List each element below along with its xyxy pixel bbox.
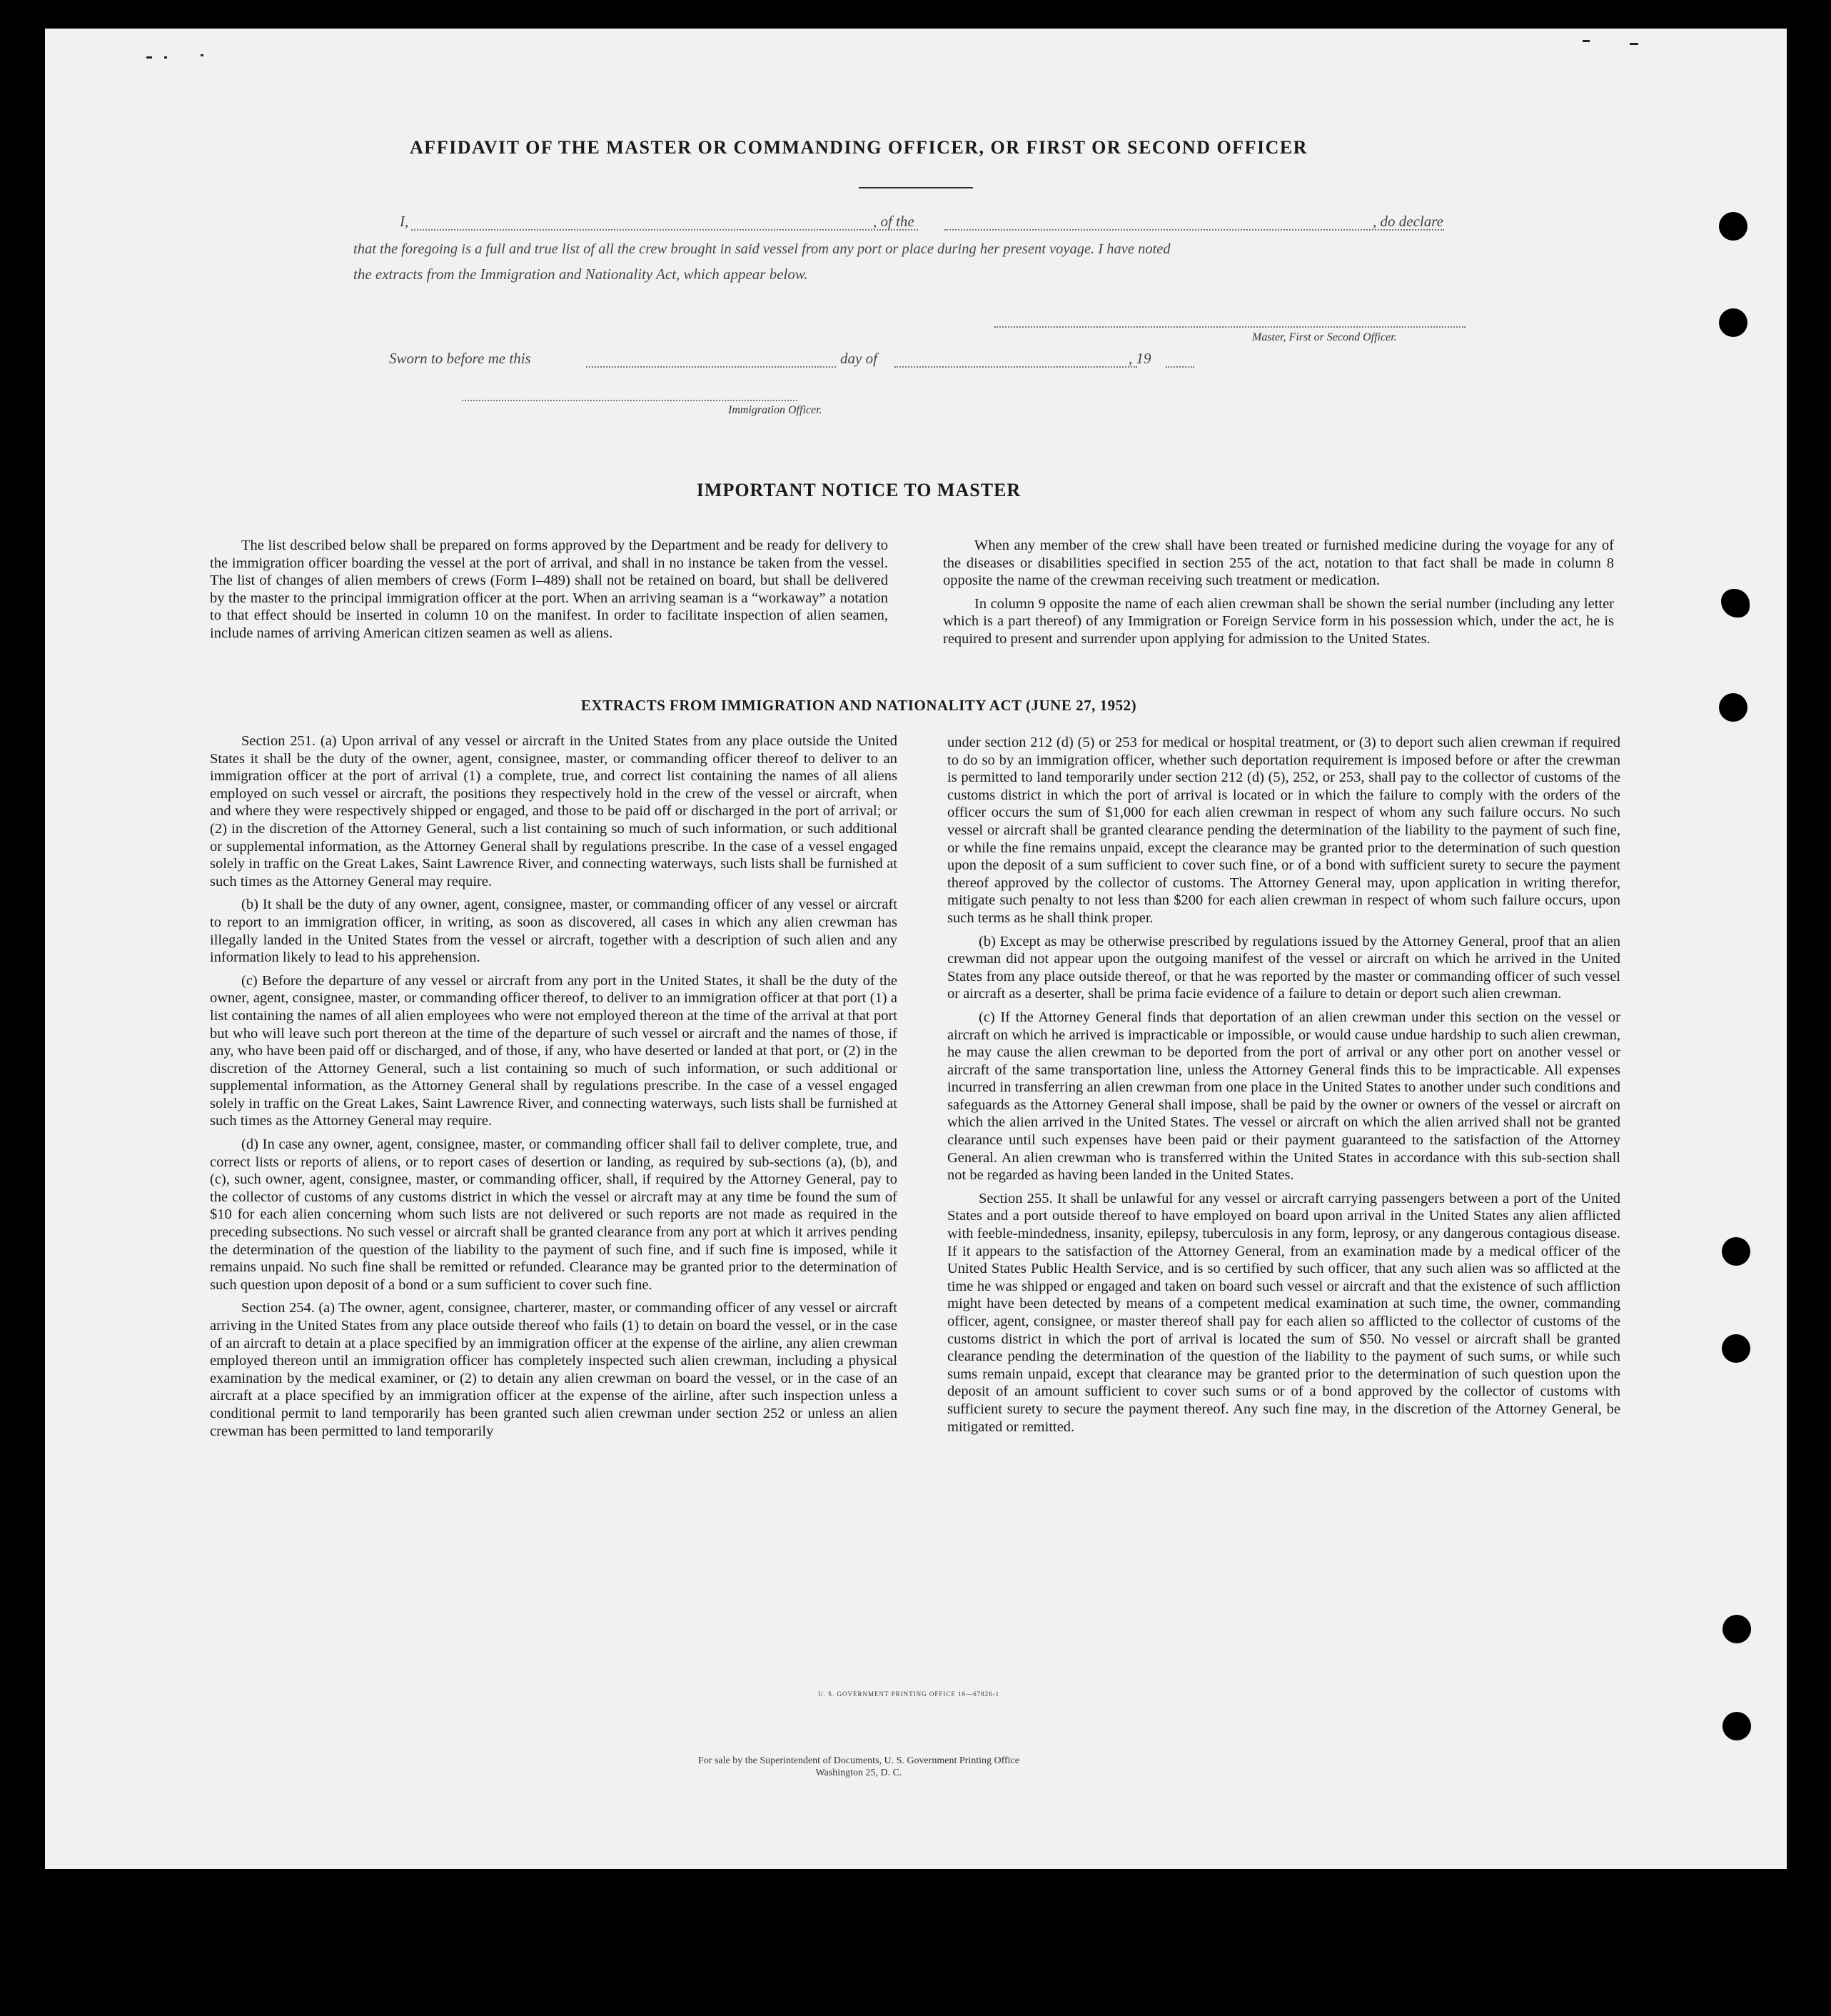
- act-section-paragraph: (b) Except as may be otherwise prescribed by regulations issued by the Attorney General, proof that an alien crewman did not appear upon the outgoing manifest of the vessel or aircraft on which he arrived in the United States from any place outside thereof, or that he was reported by the master or commanding officer of such vessel or aircraft as a deserter, shall be prima facie evidence of a failure to detain or deport such alien crewman.: [947, 933, 1620, 1002]
- declare-i-label: I,: [400, 213, 409, 230]
- binder-hole: [1722, 1712, 1751, 1740]
- sale-notice-line: Washington 25, D. C.: [815, 1768, 902, 1778]
- notice-right-column: [943, 537, 1614, 654]
- binder-hole: [1721, 589, 1750, 618]
- master-signature-label: Master, First or Second Officer.: [1252, 331, 1397, 343]
- binder-hole: [1722, 1334, 1750, 1363]
- printing-office-imprint: U. S. GOVERNMENT PRINTING OFFICE 16—67826-1: [818, 1690, 1000, 1698]
- act-section-paragraph: (d) In case any owner, agent, consignee, master, or commanding officer shall fail to deliver complete, true, and correct lists or reports of aliens, or to report cases of desertion or landing, as required by sub-sections (a), (b), and (c), such owner, agent, consignee, master, or commanding officer, shall, if required by the Attorney General, pay to the collector of customs of any customs district in which the vessel or aircraft may at any time be found the sum of $10 for each alien concerning whom such lists are not delivered or such reports are not made as required in the preceding subsections. No such vessel or aircraft shall be granted clearance from any port at which it arrives pending the determination of the question of the liability to the payment of such fine, and if such fine is imposed, while it remains unpaid. No such fine shall be remitted or refunded. Clearance may be granted prior to the determination of such question upon deposit of a bond or a sum sufficient to cover such fine.: [210, 1136, 897, 1293]
- scan-mark: [146, 56, 152, 59]
- declare-of-the-label: , of the: [873, 213, 914, 230]
- document-page: [45, 29, 1787, 1869]
- sale-notice: [152, 1755, 1565, 1779]
- binder-hole: [1722, 1615, 1751, 1643]
- master-signature-line[interactable]: [994, 326, 1466, 328]
- binder-hole: [1719, 693, 1747, 722]
- vessel-blank-line[interactable]: [944, 229, 1444, 231]
- notice-paragraph: In column 9 opposite the name of each alien crewman shall be shown the serial number (including any letter which is a part thereof) of any Immigration or Foreign Service form in his possession which, under the act, he is required to present and surrender upon applying for admission to the United States.: [943, 595, 1614, 647]
- notice-paragraph: The list described below shall be prepared on forms approved by the Department and be ready for delivery to the immigration officer boarding the vessel at the port of arrival, and shall in no instance be taken from the vessel. The list of changes of alien members of crews (Form I–489) shall not be retained on board, but shall be delivered by the master to the principal immigration officer at the port. When an arriving seaman is a “workaway” a notation to that effect should be inserted in column 10 on the manifest. In order to facilitate inspection of alien seamen, include names of arriving American citizen seamen as well as aliens.: [210, 538, 888, 641]
- scan-mark: [164, 56, 167, 59]
- notice-title: IMPORTANT NOTICE TO MASTER: [696, 480, 1022, 500]
- act-section-paragraph: Section 255. It shall be unlawful for any vessel or aircraft carrying passengers between a port of the United States and a port outside thereof to have employed on board upon arrival in the United States any alien afflicted with feeble-mindedness, insanity, epilepsy, tuberculosis in any form, leprosy, or any dangerous contagious disease. If it appears to the satisfaction of the Attorney General, from an examination made by a medical officer of the United States Public Health Service, and is so certified by such officer, that any such alien was so afflicted at the time he was shipped or engaged and taken on board such vessel or aircraft and that the existence of such affliction might have been detected by means of a competent medical examination at such time, the owner, commanding officer, agent, consignee, or master thereof shall pay for each alien so afflicted to the collector of customs of the customs district in which the port of arrival is located the sum of $50. No vessel or aircraft shall be granted clearance pending the determination of the question of the liability to the payment of such sums, or while such sums remain unpaid, except that clearance may be granted prior to the determination of such question upon the deposit of an amount sufficient to cover such sums or of a bond approved by the collector of customs with sufficient surety to secure the payment thereof. Any such fine may, in the discretion of the Attorney General, be mitigated or remitted.: [947, 1190, 1620, 1435]
- title-underline: [859, 187, 973, 188]
- notice-paragraph: When any member of the crew shall have been treated or furnished medicine during the voyage for any of the diseases or disabilities specified in section 255 of the act, notation to that fact shall be made in column 8 opposite the name of the crewman receiving such treatment or medication.: [943, 538, 1614, 589]
- notice-left-column: [210, 537, 888, 648]
- sworn-before-label: Sworn to before me this: [389, 350, 531, 367]
- declaration-line-2: that the foregoing is a full and true list of all the crew brought in said vessel from any port or place during her present voyage. I have noted: [353, 241, 1171, 257]
- act-section-paragraph: under section 212 (d) (5) or 253 for medical or hospital treatment, or (3) to deport such alien crewman if required to do so by an immigration officer, whether such deportation requirement is imposed before or after the crewman is permitted to land temporarily under section 212 (d) (5), 252, or 253, shall pay to the collector of customs of the customs district in which the port of arrival is located or in which the failure to comply with the orders of the officer occurs the sum of $1,000 for each alien crewman in respect of whom any such failure occurs. No such vessel or aircraft shall be granted clearance pending the determination of the liability to the payment of such fine, or while the fine remains unpaid, except the clearance may be granted prior to the determination of such question upon the deposit of a sum sufficient to cover such fine, or of a bond with sufficient surety to secure the payment thereof approved by the collector of customs. The Attorney General may, upon application in writing therefor, mitigate such penalty to not less than $200 for each alien crewman in respect of whom such failure occurs, upon such terms as he shall think proper.: [947, 735, 1620, 926]
- name-blank-line[interactable]: [411, 229, 918, 231]
- act-section-paragraph: (c) If the Attorney General finds that deportation of an alien crewman under this section on the vessel or aircraft on which he arrived is impracticable or impossible, or would cause undue hardship to such alien crewman, he may cause the alien crewman to be deported from the port of arrival or any other port on another vessel or aircraft of the same transportation line, unless the Attorney General finds this to be impracticable. All expenses incurred in transferring an alien crewman from one place in the United States to another under such conditions and safeguards as the Attorney General shall impose, shall be paid by the owner or owners of the vessel or aircraft on which the alien arrived in the United States. The vessel or aircraft on which the alien arrived shall not be granted clearance until such expenses have been paid or their payment guaranteed to the satisfaction of the Attorney General. An alien crewman who is transferred within the United States in accordance with this sub-section shall not be regarded as having been landed in the United States.: [947, 1009, 1620, 1184]
- sworn-year-blank-line[interactable]: [1166, 366, 1194, 368]
- extracts-left-column: [210, 732, 897, 1446]
- sworn-day-of-label: day of: [840, 350, 877, 367]
- act-section-paragraph: Section 251. (a) Upon arrival of any vessel or aircraft in the United States from any place outside the United States it shall be the duty of the owner, agent, consignee, master, or commanding officer thereof to deliver to an immigration officer at the port of arrival (1) a complete, true, and correct list containing the names of all aliens employed on such vessel or aircraft, the positions they respectively hold in the crew of the vessel or aircraft, when and where they were respectively shipped or engaged, and those to be paid off or discharged in the port of arrival; or (2) in the discretion of the Attorney General, such a list containing so much of such information, or such additional or supplemental information, as the Attorney General shall by regulations prescribe. In the case of a vessel engaged solely in traffic on the Great Lakes, Saint Lawrence River, and connecting waterways, such lists shall be furnished at such times as the Attorney General may require.: [210, 733, 897, 889]
- declaration-line-3: the extracts from the Immigration and Nationality Act, which appear below.: [353, 266, 808, 283]
- affidavit-title: AFFIDAVIT OF THE MASTER OR COMMANDING OFFICER, OR FIRST OR SECOND OFFICER: [410, 137, 1308, 158]
- act-section-paragraph: (b) It shall be the duty of any owner, agent, consignee, master, or commanding officer of any vessel or aircraft to report to an immigration officer, in writing, as soon as discovered, all cases in which any alien crewman has illegally landed in the United States from the vessel or aircraft, together with a description of such alien and any information likely to lead to his apprehension.: [210, 897, 897, 966]
- sworn-day-blank-line[interactable]: [586, 366, 836, 368]
- act-section-paragraph: Section 254. (a) The owner, agent, consignee, charterer, master, or commanding officer of any vessel or aircraft arriving in the United States from any place outside thereof who fails (1) to detain on board the vessel, or in the case of an aircraft to detain at a place specified by an immigration officer at the expense of the airline, any alien crewman employed thereon until an immigration officer has completely inspected such alien crewman, including a physical examination by the medical examiner, or (2) to detain any alien crewman on board the vessel, or in the case of an aircraft at a place specified by an immigration officer at the expense of the airline, after such inspection unless a conditional permit to land temporarily has been granted such alien crewman under section 252 or unless an alien crewman has been permitted to land temporarily: [210, 1300, 897, 1439]
- immigration-officer-signature-line[interactable]: [462, 400, 797, 401]
- extracts-right-column: [947, 734, 1620, 1441]
- declare-do-declare-label: , do declare: [1373, 213, 1443, 230]
- act-section-paragraph: (c) Before the departure of any vessel or aircraft from any port in the United States, it shall be the duty of the owner, agent, consignee, master, or commanding officer thereof, to deliver to an immigration officer at that port (1) a list containing the names of all alien employees who were not employed thereon at the time of the arrival at that port but who will leave such port thereon at the time of the departure of such vessel or aircraft and the names of those, if any, who have been paid off or discharged, and of those, if any, who have deserted or landed at that port, or (2) in the discretion of the Attorney General, such a list containing so much of such information, or such additional or supplemental information, as the Attorney General shall by regulations prescribe. In the case of a vessel engaged solely in traffic on the Great Lakes, Saint Lawrence River, and connecting waterways, such lists shall be furnished at such times as the Attorney General may require.: [210, 972, 897, 1129]
- binder-hole: [1719, 308, 1747, 337]
- sale-notice-line: For sale by the Superintendent of Documents, U. S. Government Printing Office: [698, 1755, 1019, 1766]
- sworn-month-blank-line[interactable]: [894, 366, 1137, 368]
- binder-hole: [1719, 212, 1747, 241]
- binder-hole: [1722, 1237, 1750, 1266]
- extracts-title: EXTRACTS FROM IMMIGRATION AND NATIONALITY ACT (JUNE 27, 1952): [580, 697, 1137, 714]
- scan-mark: [1630, 43, 1638, 45]
- scan-mark: [1583, 40, 1590, 42]
- sworn-year-label: , 19: [1129, 350, 1151, 367]
- scan-mark: [201, 54, 203, 56]
- immigration-officer-label: Immigration Officer.: [728, 404, 822, 416]
